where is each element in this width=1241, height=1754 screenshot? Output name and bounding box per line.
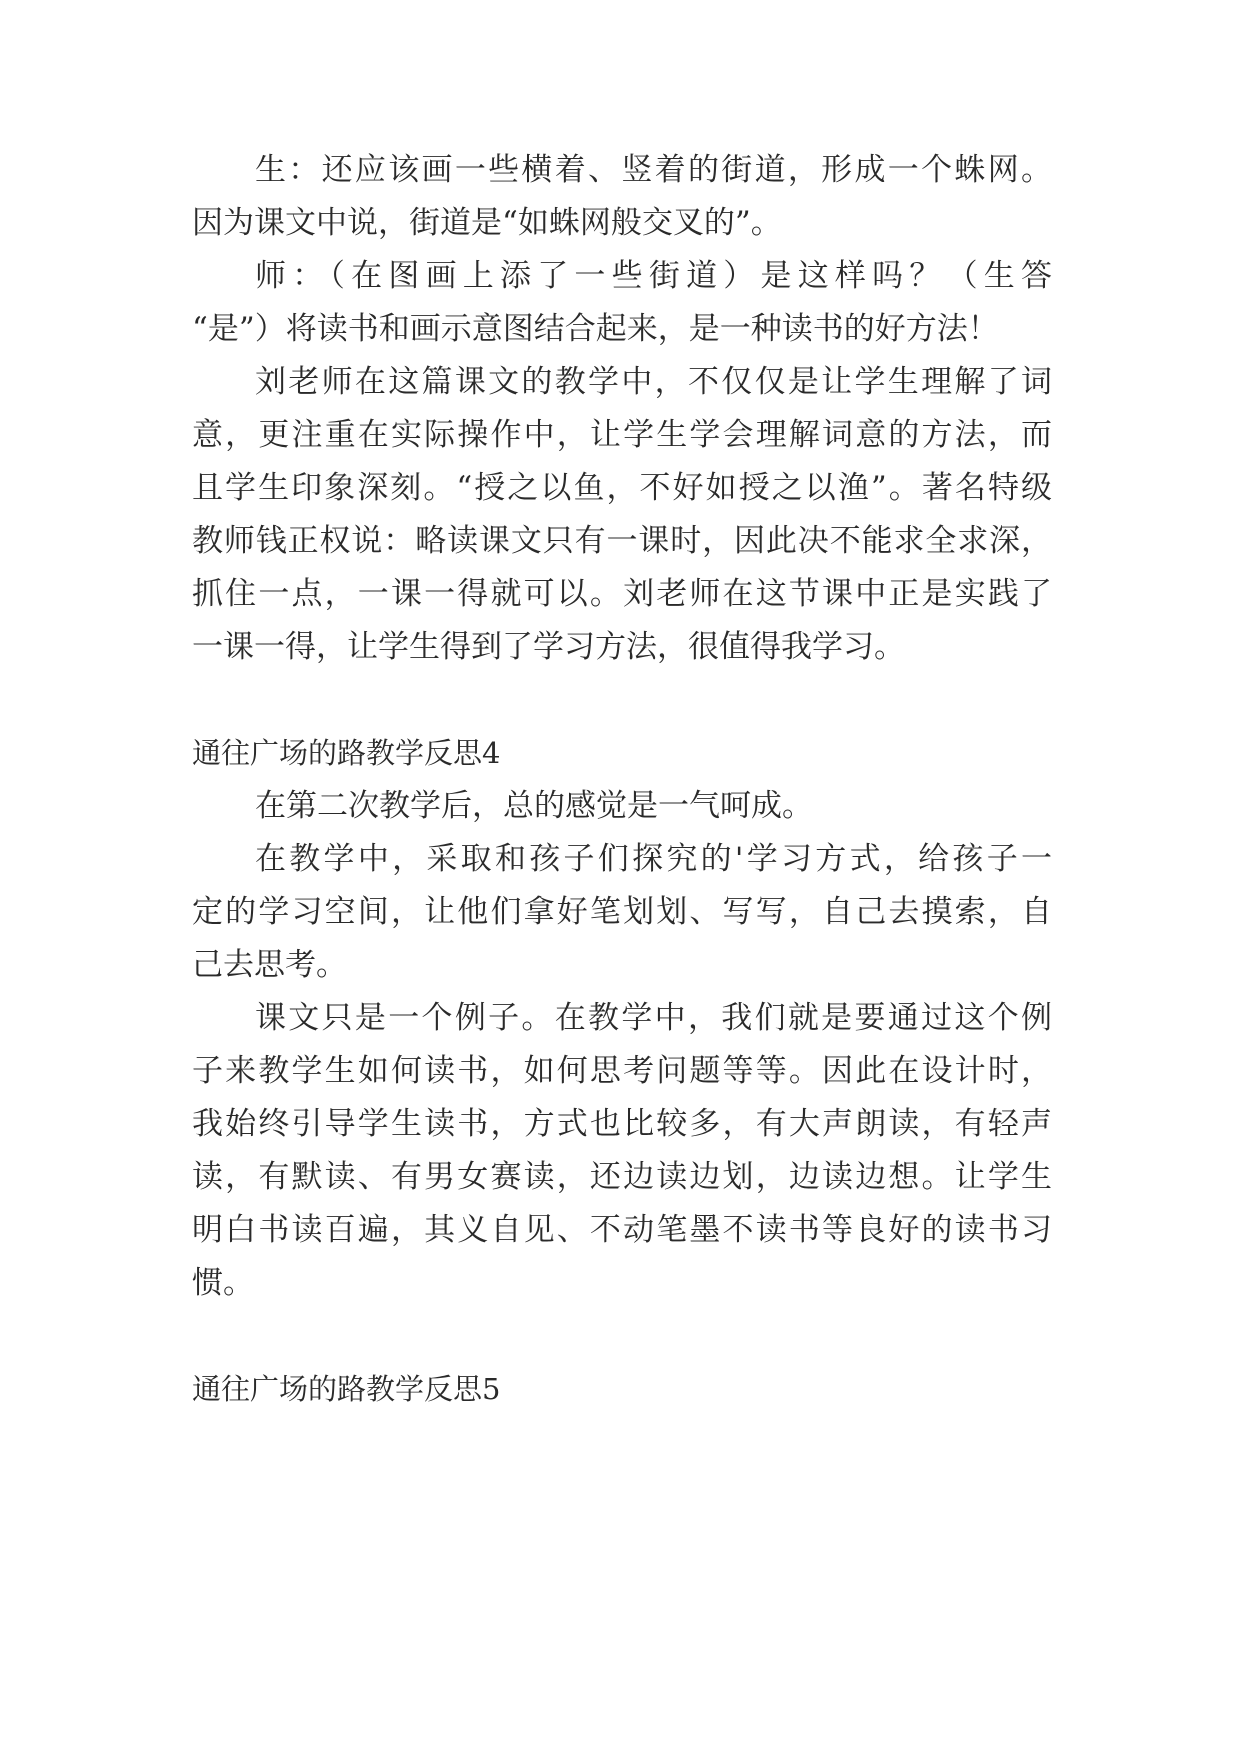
paragraph-line: 课文只是一个例子。在教学中，我们就是要通过这个例 bbox=[255, 1000, 1052, 1036]
paragraph-line: 一课一得，让学生得到了学习方法，很值得我学习。 bbox=[192, 629, 905, 665]
paragraph-line: 刘老师在这篇课文的教学中，不仅仅是让学生理解了词 bbox=[255, 364, 1052, 400]
paragraph-line: 在教学中，采取和孩子们探究的'学习方式，给孩子一 bbox=[255, 841, 1052, 877]
section-heading: 通往广场的路教学反思4 bbox=[192, 736, 501, 770]
paragraph-line: 意，更注重在实际操作中，让学生学会理解词意的方法，而 bbox=[192, 417, 1052, 453]
paragraph-line: 教师钱正权说：略读课文只有一课时，因此决不能求全求深， bbox=[192, 523, 1052, 559]
paragraph-line: 且学生印象深刻。“授之以鱼，不好如授之以渔”。著名特级 bbox=[192, 470, 1052, 506]
paragraph-line: 我始终引导学生读书，方式也比较多，有大声朗读，有轻声 bbox=[192, 1106, 1052, 1142]
paragraph-line: 抓住一点，一课一得就可以。刘老师在这节课中正是实践了 bbox=[192, 576, 1052, 612]
section-heading: 通往广场的路教学反思5 bbox=[192, 1372, 501, 1406]
paragraph-line: 在第二次教学后，总的感觉是一气呵成。 bbox=[255, 788, 813, 824]
paragraph-line: 子来教学生如何读书，如何思考问题等等。因此在设计时， bbox=[192, 1053, 1052, 1089]
paragraph-line: 定的学习空间，让他们拿好笔划划、写写，自己去摸索，自 bbox=[192, 894, 1052, 930]
paragraph-line: 师：（在图画上添了一些街道）是这样吗？（生答 bbox=[255, 258, 1052, 294]
paragraph-line: 因为课文中说，街道是“如蛛网般交叉的”。 bbox=[192, 205, 782, 241]
paragraph-line: 惯。 bbox=[192, 1265, 254, 1301]
paragraph-line: 己去思考。 bbox=[192, 947, 347, 983]
paragraph-line: 明白书读百遍，其义自见、不动笔墨不读书等良好的读书习 bbox=[192, 1212, 1052, 1248]
paragraph-line: “是”）将读书和画示意图结合起来，是一种读书的好方法！ bbox=[192, 311, 999, 347]
paragraph-line: 读，有默读、有男女赛读，还边读边划，边读边想。让学生 bbox=[192, 1159, 1052, 1195]
paragraph-line: 生：还应该画一些横着、竖着的街道，形成一个蛛网。 bbox=[255, 152, 1052, 188]
